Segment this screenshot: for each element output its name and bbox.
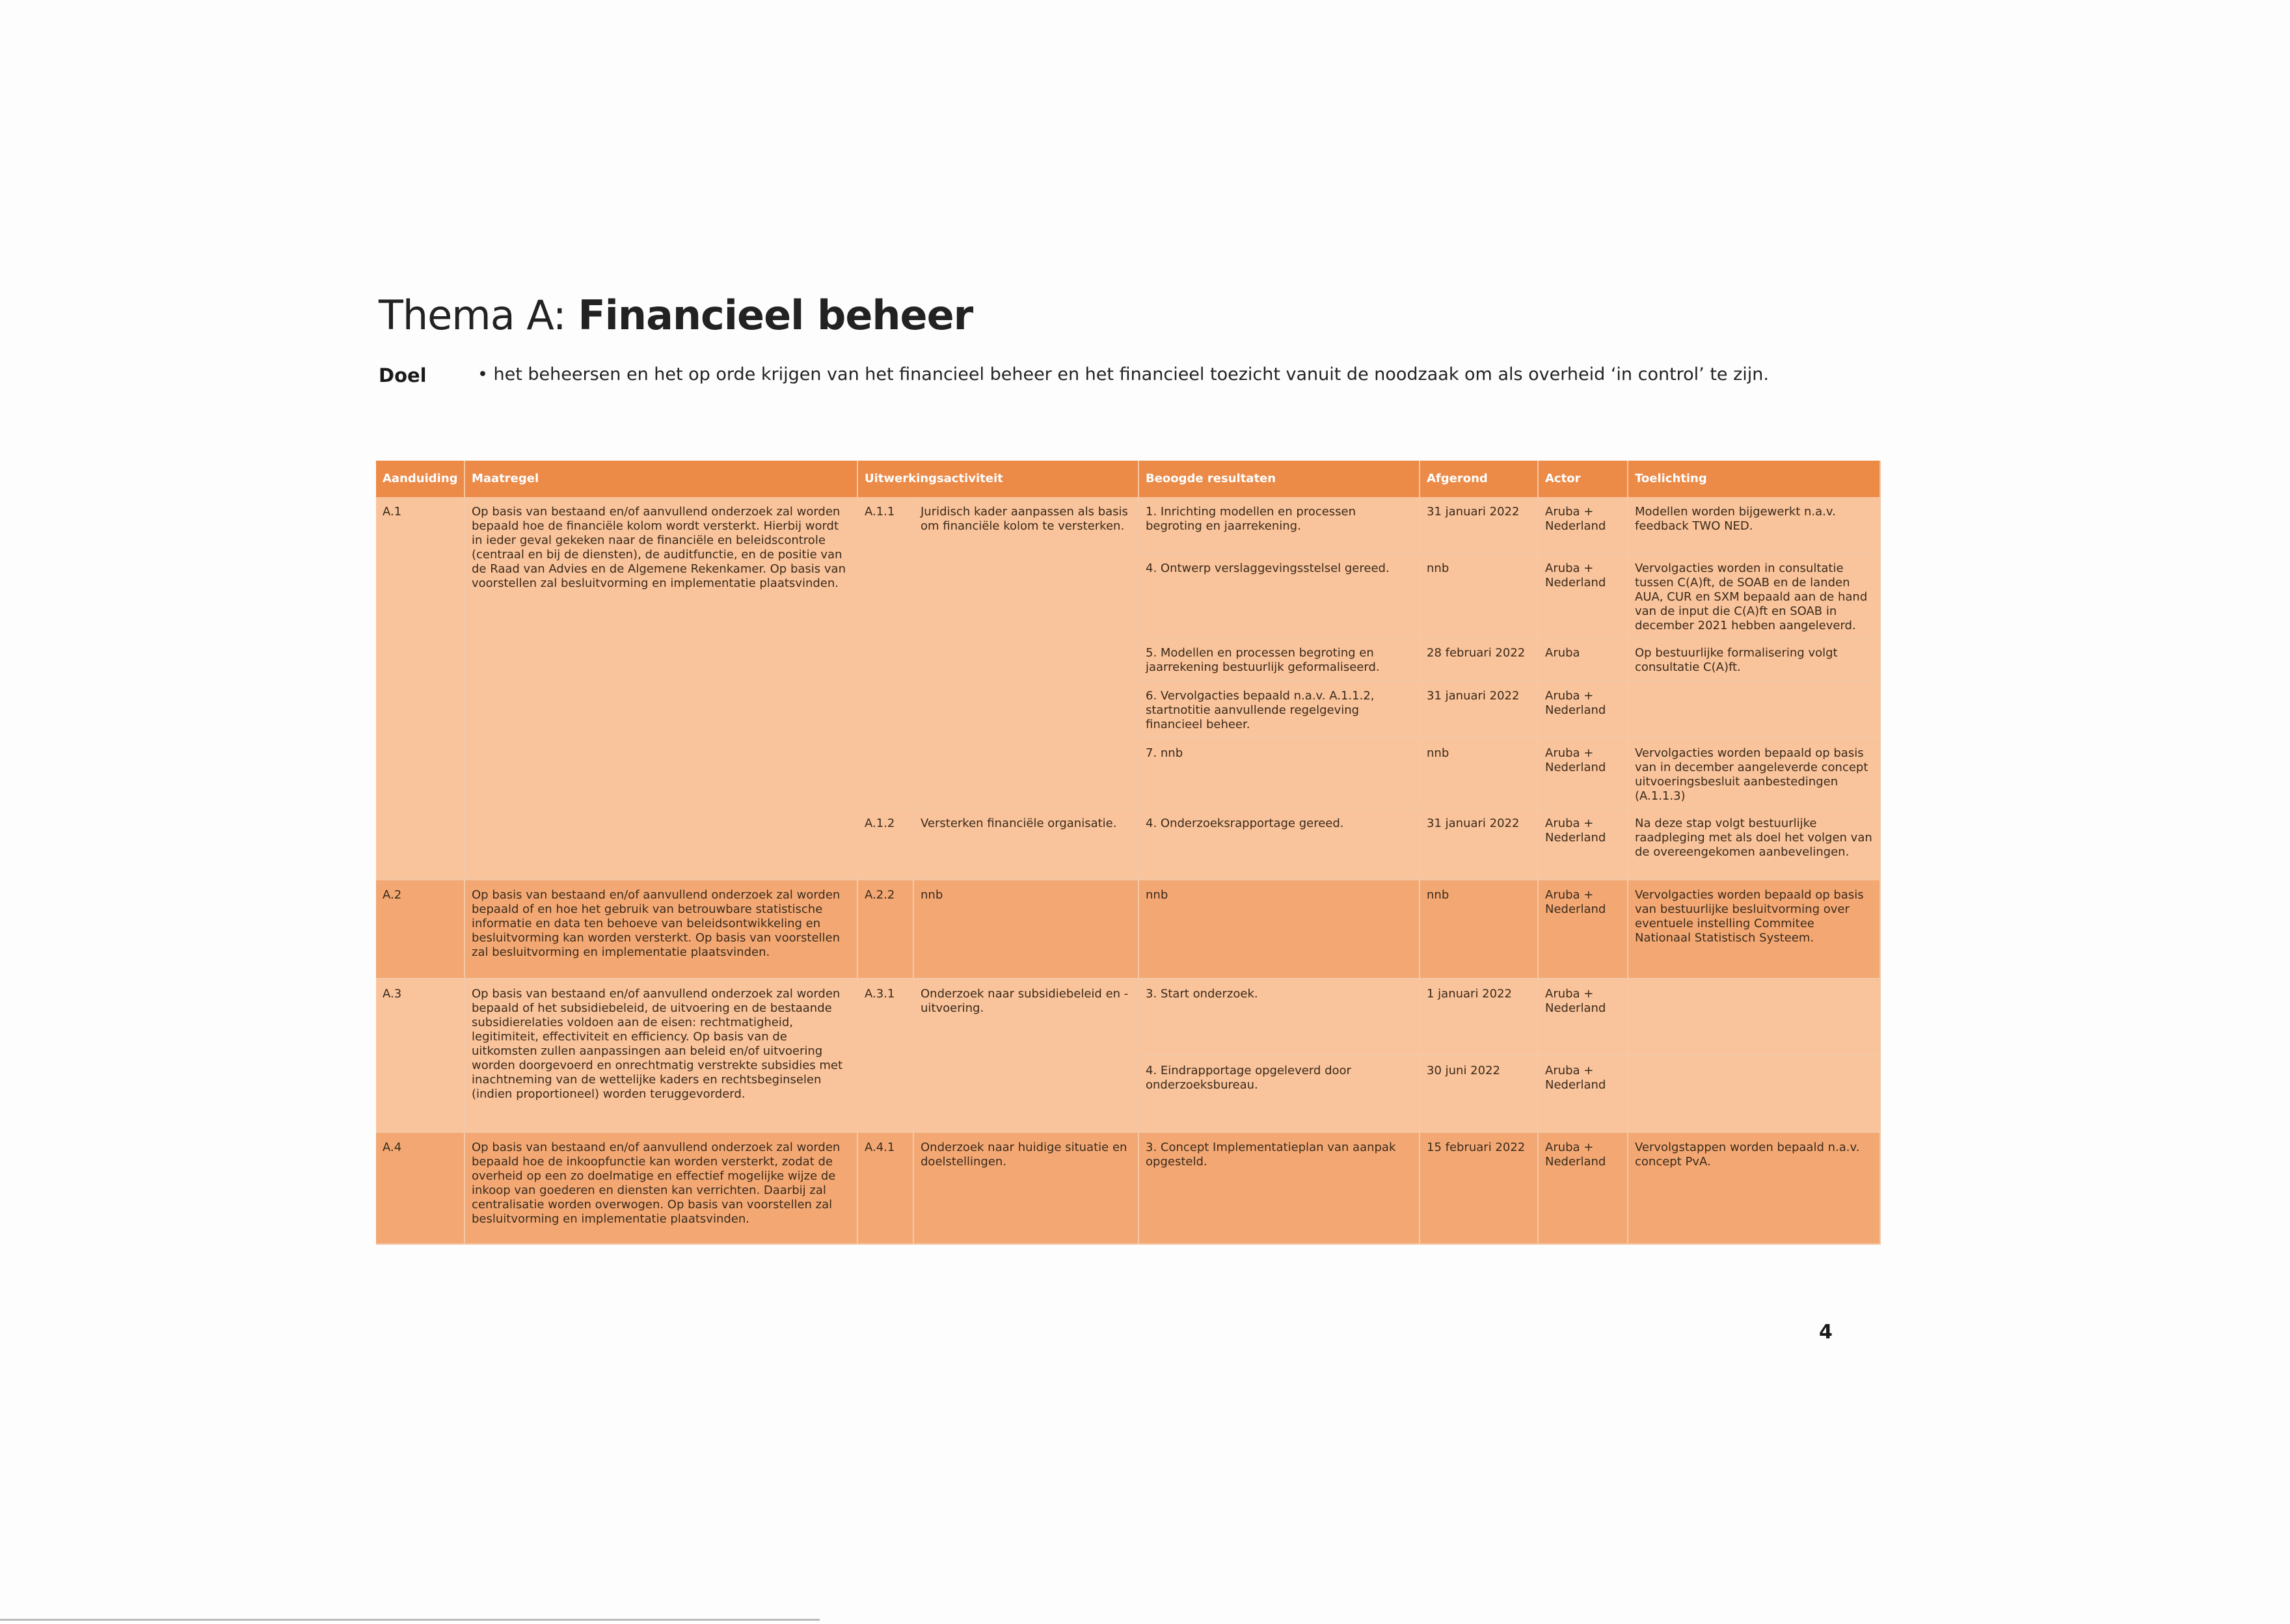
cell-actor: Aruba + Nederland <box>1538 1055 1628 1132</box>
cell-toelichting <box>1628 979 1880 1055</box>
cell-sub-code: A.1.1 <box>857 497 913 808</box>
cell-resultaat: 5. Modellen en processen begroting en jaarrekening bestuurlijk geformaliseerd. <box>1138 638 1420 681</box>
cell-resultaat: 1. Inrichting modellen en processen begroting en jaarrekening. <box>1138 497 1420 553</box>
cell-afgerond: 30 juni 2022 <box>1420 1055 1538 1132</box>
cell-afgerond: nnb <box>1420 553 1538 638</box>
cell-activiteit: Onderzoek naar huidige situatie en doelstellingen. <box>913 1132 1138 1244</box>
cell-code: A.4 <box>376 1132 465 1244</box>
cell-actor: Aruba + Nederland <box>1538 553 1628 638</box>
cell-maatregel: Op basis van bestaand en/of aanvullend onderzoek zal worden bepaald of en hoe het gebruik van betrouwbare statistische informatie en data ten behoeve van beleidsontwikkeling en besluitvorming kan worden versterkt. Op basis van voorstellen zal besluitvorming en implementatie plaatsvinden. <box>465 880 857 979</box>
table-row <box>376 979 1880 1055</box>
cell-afgerond: 31 januari 2022 <box>1420 808 1538 880</box>
cell-activiteit: Versterken financiële organisatie. <box>913 808 1138 880</box>
cell-resultaat: 6. Vervolgacties bepaald n.a.v. A.1.1.2, startnotitie aanvullende regelgeving financieel beheer. <box>1138 681 1420 738</box>
cell-resultaat: nnb <box>1138 880 1420 979</box>
cell-toelichting <box>1628 1055 1880 1132</box>
col-header-beoogde-resultaten: Beoogde resultaten <box>1138 461 1420 497</box>
goal-label: Doel <box>379 364 427 386</box>
cell-activiteit: nnb <box>913 880 1138 979</box>
cell-resultaat: 3. Concept Implementatieplan van aanpak opgesteld. <box>1138 1132 1420 1244</box>
cell-toelichting <box>1628 681 1880 738</box>
cell-toelichting: Vervolgacties worden bepaald op basis van bestuurlijke besluitvorming over eventuele instelling Commitee Nationaal Statistisch Systeem. <box>1628 880 1880 979</box>
title-prefix: Thema A: <box>379 291 578 339</box>
col-header-maatregel: Maatregel <box>465 461 857 497</box>
cell-resultaat: 4. Onderzoeksrapportage gereed. <box>1138 808 1420 880</box>
table-header-row <box>376 461 1880 497</box>
cell-code: A.1 <box>376 497 465 880</box>
cell-maatregel: Op basis van bestaand en/of aanvullend onderzoek zal worden bepaald of het subsidiebeleid, de uitvoering en de bestaande subsidierelaties voldoen aan de eisen: rechtmatigheid, legitimiteit, effectiviteit en efficiency. Op basis van de uitkomsten zullen aanpassingen aan beleid en/of uitvoering worden doorgevoerd en onrechtmatig verstrekte subsidies met inachtneming van de wettelijke kaders en rechtsbeginselen (indien proportioneel) worden teruggevorderd. <box>465 979 857 1132</box>
cell-resultaat: 7. nnb <box>1138 738 1420 808</box>
cell-afgerond: 28 februari 2022 <box>1420 638 1538 681</box>
cell-sub-code: A.4.1 <box>857 1132 913 1244</box>
cell-sub-code: A.1.2 <box>857 808 913 880</box>
cell-activiteit: Onderzoek naar subsidiebeleid en -uitvoering. <box>913 979 1138 1132</box>
cell-toelichting: Modellen worden bijgewerkt n.a.v. feedback TWO NED. <box>1628 497 1880 553</box>
cell-afgerond: nnb <box>1420 738 1538 808</box>
cell-actor: Aruba <box>1538 638 1628 681</box>
cell-resultaat: 3. Start onderzoek. <box>1138 979 1420 1055</box>
cell-afgerond: 15 februari 2022 <box>1420 1132 1538 1244</box>
cell-code: A.3 <box>376 979 465 1132</box>
col-header-afgerond: Afgerond <box>1420 461 1538 497</box>
cell-afgerond: nnb <box>1420 880 1538 979</box>
cell-actor: Aruba + Nederland <box>1538 1132 1628 1244</box>
scan-edge-line <box>0 1619 820 1621</box>
col-header-aanduiding: Aanduiding <box>376 461 465 497</box>
col-header-actor: Actor <box>1538 461 1628 497</box>
cell-toelichting: Vervolgstappen worden bepaald n.a.v. concept PvA. <box>1628 1132 1880 1244</box>
cell-maatregel: Op basis van bestaand en/of aanvullend onderzoek zal worden bepaald hoe de financiële kolom wordt versterkt. Hierbij wordt in ieder geval gekeken naar de financiële en beleidscontrole (centraal en bij de diensten), de auditfunctie, en de positie van de Raad van Advies en de Algemene Rekenkamer. Op basis van voorstellen zal besluitvorming en implementatie plaatsvinden. <box>465 497 857 880</box>
cell-sub-code: A.3.1 <box>857 979 913 1132</box>
title-main: Financieel beheer <box>578 291 973 339</box>
page-title <box>379 291 973 339</box>
cell-resultaat: 4. Eindrapportage opgeleverd door onderzoeksbureau. <box>1138 1055 1420 1132</box>
cell-actor: Aruba + Nederland <box>1538 979 1628 1055</box>
page-number: 4 <box>1819 1321 1833 1344</box>
cell-toelichting: Vervolgacties worden in consultatie tussen C(A)ft, de SOAB en de landen AUA, CUR en SXM bepaald aan de hand van de input die C(A)ft en SOAB in december 2021 hebben aangeleverd. <box>1628 553 1880 638</box>
col-header-toelichting: Toelichting <box>1628 461 1880 497</box>
cell-toelichting: Vervolgacties worden bepaald op basis van in december aangeleverde concept uitvoeringsbesluit aanbestedingen (A.1.1.3) <box>1628 738 1880 808</box>
cell-afgerond: 31 januari 2022 <box>1420 681 1538 738</box>
measures-table <box>376 461 1881 1245</box>
cell-activiteit: Juridisch kader aanpassen als basis om financiële kolom te versterken. <box>913 497 1138 808</box>
cell-actor: Aruba + Nederland <box>1538 738 1628 808</box>
cell-actor: Aruba + Nederland <box>1538 880 1628 979</box>
table-row <box>376 880 1880 979</box>
cell-toelichting: Op bestuurlijke formalisering volgt consultatie C(A)ft. <box>1628 638 1880 681</box>
cell-actor: Aruba + Nederland <box>1538 681 1628 738</box>
col-header-uitwerkingsactiviteit: Uitwerkingsactiviteit <box>857 461 1138 497</box>
cell-code: A.2 <box>376 880 465 979</box>
cell-actor: Aruba + Nederland <box>1538 497 1628 553</box>
table-row <box>376 497 1880 553</box>
cell-actor: Aruba + Nederland <box>1538 808 1628 880</box>
goal-text: • het beheersen en het op orde krijgen van het financieel beheer en het financieel toezicht vanuit de noodzaak om als overheid ‘in control’ te zijn. <box>478 364 1770 385</box>
cell-sub-code: A.2.2 <box>857 880 913 979</box>
cell-maatregel: Op basis van bestaand en/of aanvullend onderzoek zal worden bepaald hoe de inkoopfunctie kan worden versterkt, zodat de overheid op een zo doelmatige en effectief mogelijke wijze de inkoop van goederen en diensten kan verrichten. Daarbij zal centralisatie worden overwogen. Op basis van voorstellen zal besluitvorming en implementatie plaatsvinden. <box>465 1132 857 1244</box>
cell-afgerond: 1 januari 2022 <box>1420 979 1538 1055</box>
cell-afgerond: 31 januari 2022 <box>1420 497 1538 553</box>
table-row <box>376 1132 1880 1244</box>
cell-resultaat: 4. Ontwerp verslaggevingsstelsel gereed. <box>1138 553 1420 638</box>
cell-toelichting: Na deze stap volgt bestuurlijke raadpleging met als doel het volgen van de overeengekomen aanbevelingen. <box>1628 808 1880 880</box>
